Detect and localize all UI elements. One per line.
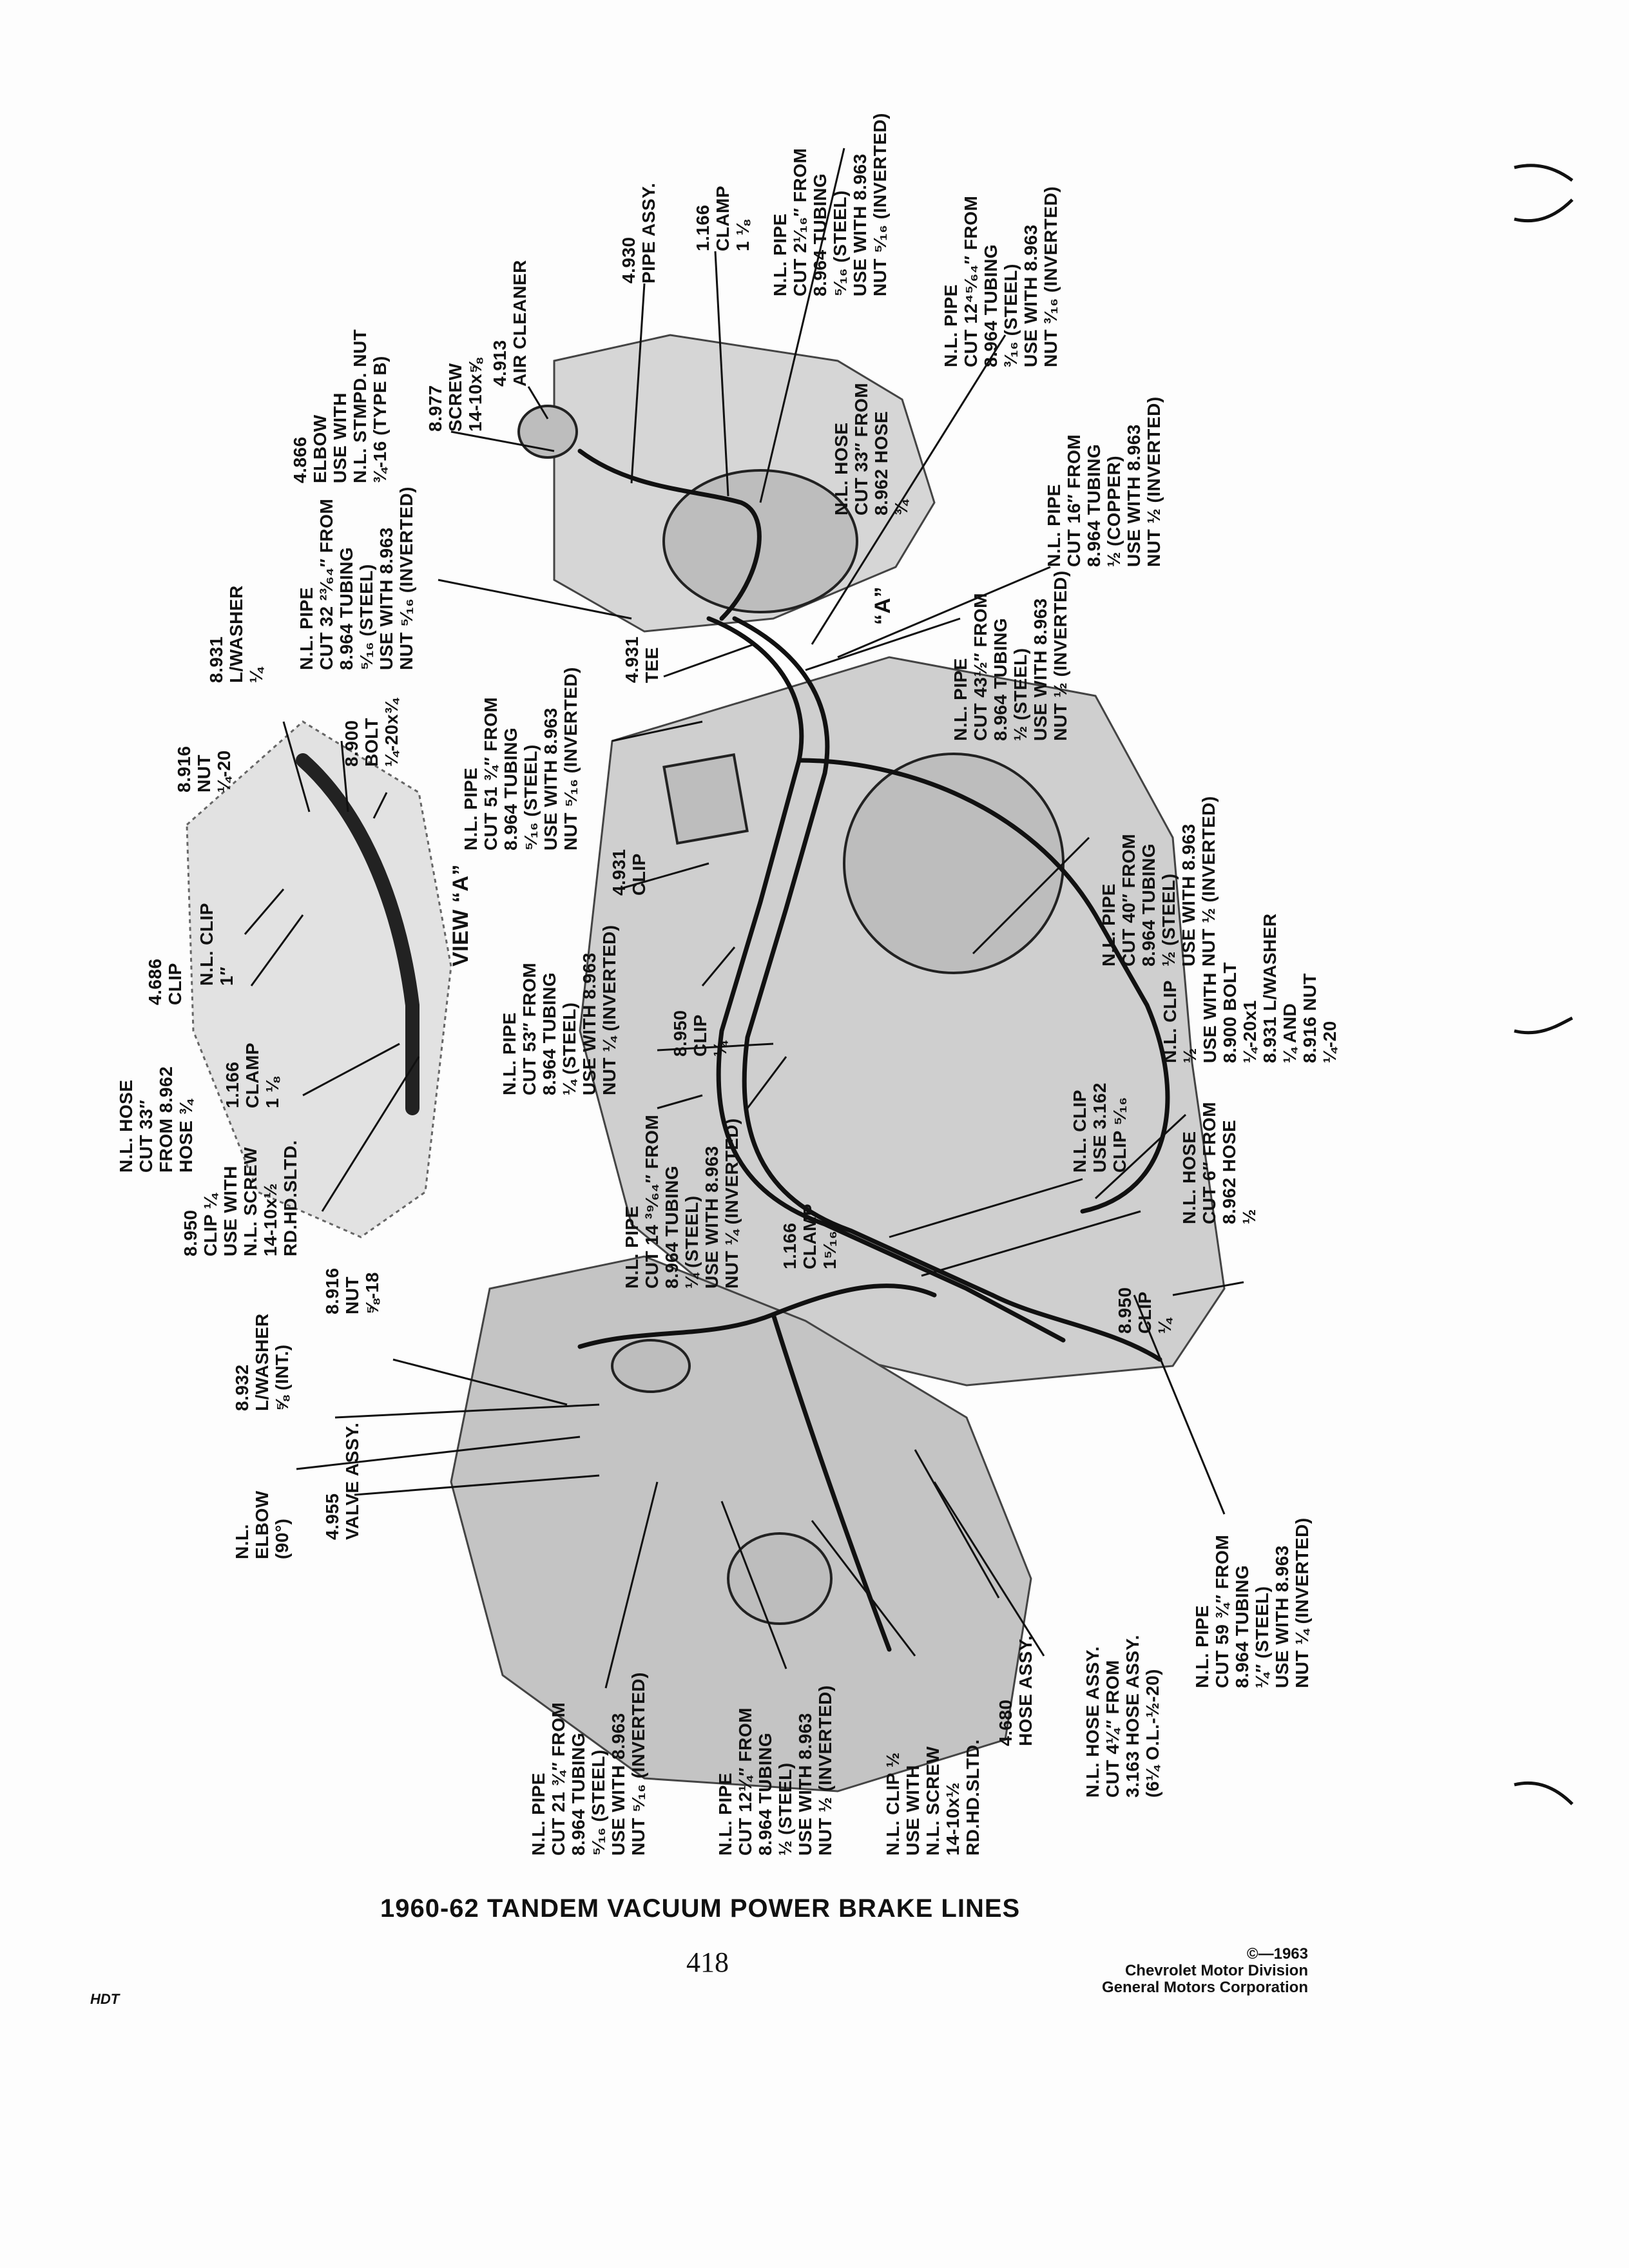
copyright-year: ©—1963 (1246, 1945, 1308, 1963)
label-bolt-8900: 8.900 BOLT ¼-20x¾ (342, 698, 401, 767)
copyright-division: Chevrolet Motor Division (1124, 1962, 1308, 1979)
label-valve-assy: 4.955 VALVE ASSY. (322, 1422, 362, 1540)
vacuum-booster-rear (844, 754, 1063, 973)
label-clamp-1166-top: 1.166 CLAMP 1 ⅛ (693, 185, 753, 251)
label-pipe-16-copper: N.L. PIPE CUT 16″ FROM 8.964 TUBING ½ (COPPER) USE WITH 8.963 NUT ½ (INVERTED) (1044, 396, 1164, 567)
brake-drum (728, 1533, 831, 1624)
label-clip-8950-quarter: 8.950 CLIP ¼ (670, 1010, 730, 1057)
corner-mark: HDT (90, 1991, 120, 2007)
diagram-title: 1960-62 TANDEM VACUUM POWER BRAKE LINES (380, 1894, 1021, 1923)
copyright-corporation: General Motors Corporation (1101, 1979, 1308, 1996)
label-elbow-4866: 4.866 ELBOW USE WITH N.L. STMPD. NUT ¾-16 (TYPE B) (290, 329, 390, 483)
callout-a: “A” (871, 586, 895, 625)
label-tee-4931: 4.931 TEE (622, 636, 662, 683)
label-hose-33-view: N.L. HOSE CUT 33″ FROM 8.962 HOSE ¾ (116, 1066, 196, 1173)
label-lwasher-8932: 8.932 L/WASHER ⅝ (INT.) (232, 1313, 292, 1411)
label-hose-assy-4680: 4.680 HOSE ASSY. (996, 1635, 1036, 1746)
label-screw-8977: 8.977 SCREW 14-10x⅝ (425, 358, 485, 432)
label-clip-half-screw: N.L. CLIP ½ USE WITH N.L. SCREW 14-10x½ RD.HD.SLTD. (883, 1739, 983, 1856)
label-pipe-12-quarter: N.L. PIPE CUT 12¼″ FROM 8.964 TUBING ½ (STEEL) USE WITH 8.963 NUT ½ (INVERTED) (715, 1685, 835, 1856)
label-pipe-51: N.L. PIPE CUT 51 ¾″ FROM 8.964 TUBING ⁵⁄₁₆ (STEEL) USE WITH 8.963 NUT ⁵⁄₁₆ (INVERTED) (461, 667, 581, 850)
binding-marks (1501, 155, 1579, 1830)
label-elbow-90: N.L. ELBOW (90°) (232, 1490, 292, 1559)
label-pipe-53: N.L. PIPE CUT 53″ FROM 8.964 TUBING ¼ (STEEL) USE WITH 8.963 NUT ¼ (INVERTED) (499, 925, 619, 1095)
label-pipe-21: N.L. PIPE CUT 21 ¾″ FROM 8.964 TUBING ⁵⁄₁₆ (STEEL) USE WITH 8.963 NUT ⁵⁄₁₆ (INVERTED) (528, 1672, 648, 1856)
label-lwasher-8931: 8.931 L/WASHER ¼ (206, 585, 266, 683)
label-pipe-32: N.L. PIPE CUT 32 ²³⁄₆₄″ FROM 8.964 TUBING ⁵⁄₁₆ (STEEL) USE WITH 8.963 NUT ⁵⁄₁₆ (INVERTED) (296, 486, 416, 670)
label-pipe-assy: 4.930 PIPE ASSY. (619, 182, 659, 284)
label-pipe-2-1-16: N.L. PIPE CUT 2¹⁄₁₆″ FROM 8.964 TUBING ⁵⁄₁₆ (STEEL) USE WITH 8.963 NUT ⁵⁄₁₆ (INVERTED) (770, 113, 890, 296)
label-nut-8916-top: 8.916 NUT ¼-20 (174, 745, 234, 793)
label-hose-assy-nl: N.L. HOSE ASSY. CUT 4¼″ FROM 3.163 HOSE ASSY. (6¼ O.L.-½-20) (1083, 1635, 1162, 1798)
label-clip-3162: N.L. CLIP USE 3.162 CLIP ⁵⁄₁₆ (1070, 1082, 1130, 1173)
label-hose-6: N.L. HOSE CUT 6″ FROM 8.962 HOSE ½ (1179, 1101, 1259, 1224)
label-air-cleaner: 4.913 AIR CLEANER (490, 260, 530, 387)
label-hose-33-top: N.L. HOSE CUT 33″ FROM 8.962 HOSE ¾ (831, 382, 911, 515)
label-pipe-59: N.L. PIPE CUT 59 ¾″ FROM 8.964 TUBING ¼″ (STEEL) USE WITH 8.963 NUT ¼ (INVERTED) (1192, 1517, 1312, 1688)
label-pipe-43-half: N.L. PIPE CUT 43½″ FROM 8.964 TUBING ½ (STEEL) USE WITH 8.963 NUT ½ (INVERTED) (950, 570, 1070, 741)
label-clamp-1166-low: 1.166 CLAMP 1⁵⁄₁₆ (780, 1203, 840, 1269)
page-number: 418 (686, 1946, 729, 1978)
label-clamp-1166-view: 1.166 CLAMP 1 ⅛ (222, 1042, 282, 1108)
label-clip-8950-screw: 8.950 CLIP ¼ USE WITH N.L. SCREW 14-10x½ RD.HD.SLTD. (180, 1140, 300, 1256)
label-pipe-14: N.L. PIPE CUT 14 ³⁹⁄₆₄″ FROM 8.964 TUBING ¼ (STEEL) USE WITH 8.963 NUT ¼ (INVERTED) (622, 1114, 742, 1289)
label-clip-half-bolt: N.L. CLIP ½ USE WITH 8.900 BOLT ¼-20x1 8.931 L/WASHER ¼ AND 8.916 NUT ¼-20 (1160, 913, 1340, 1063)
label-pipe-40: N.L. PIPE CUT 40″ FROM 8.964 TUBING ½ (STEEL) USE WITH 8.963 NUT ½ (INVERTED) (1099, 796, 1219, 966)
master-cylinder (612, 1340, 689, 1392)
reservoir-box (664, 754, 747, 843)
copyright-block (1089, 1946, 1308, 1996)
view-a-label: VIEW “A” (448, 864, 473, 966)
label-nut-8916-low: 8.916 NUT ⅝-18 (322, 1267, 382, 1314)
label-clip-4931: 4.931 CLIP (609, 849, 649, 896)
label-clip-1in: N.L. CLIP 1″ (197, 903, 236, 986)
label-clip-8950-right: 8.950 CLIP ¼ (1115, 1287, 1175, 1334)
label-pipe-12-45: N.L. PIPE CUT 12⁴⁵⁄₆₄″ FROM 8.964 TUBING ³⁄₁₆ (STEEL) USE WITH 8.963 NUT ³⁄₁₆ (INVERTED) (941, 186, 1061, 367)
label-clip-4686: 4.686 CLIP (145, 958, 185, 1005)
